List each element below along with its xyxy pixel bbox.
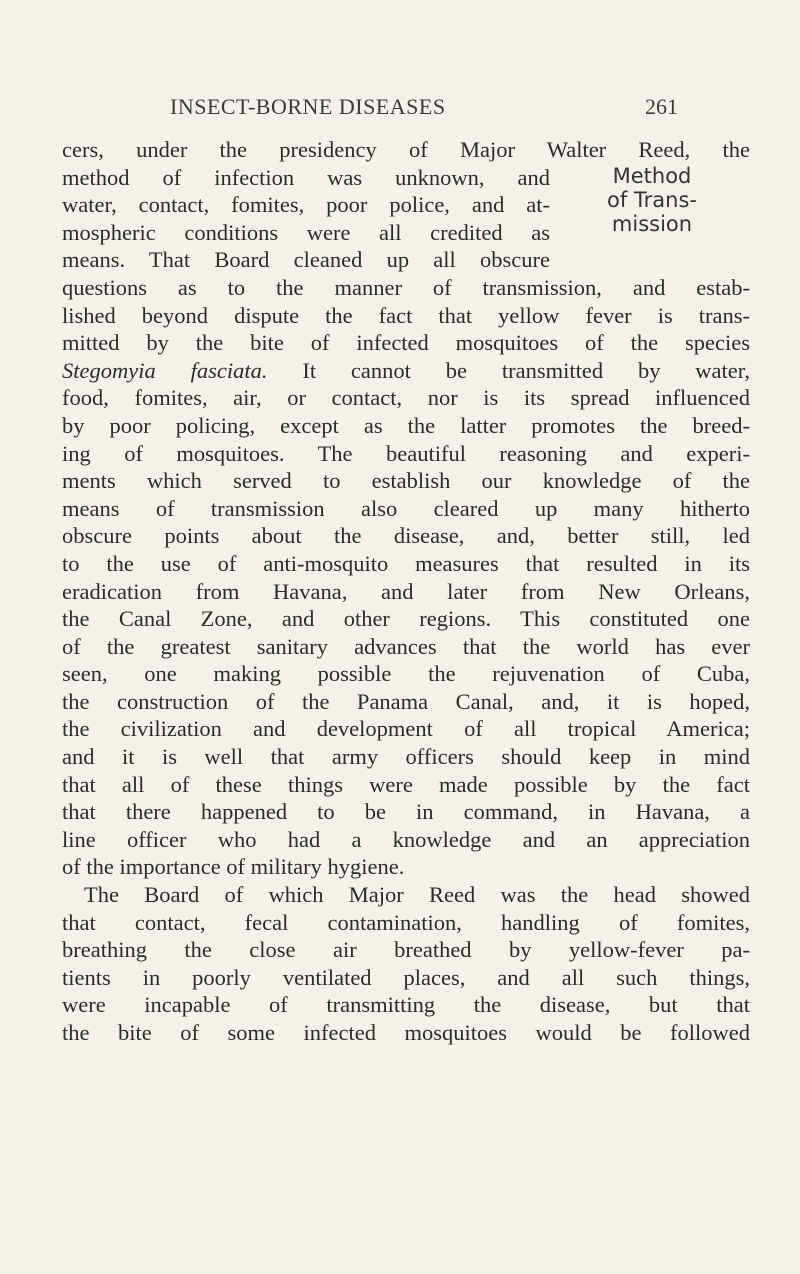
text-line: of the importance of military hygiene.	[62, 854, 405, 880]
text-line: the civilization and development of all tropical America;	[62, 716, 750, 742]
text-line: that there happened to be in command, in Havana, a	[62, 799, 750, 825]
text-line: means. That Board cleaned up all obscure	[62, 247, 550, 273]
text-line: the bite of some infected mosquitoes would be followed	[62, 1020, 750, 1045]
text-line-mixed	[62, 357, 750, 385]
text-line: by poor policing, except as the latter promotes the breed-	[62, 412, 750, 438]
margin-note-line: Method	[612, 164, 692, 188]
page-number: 261	[645, 94, 678, 119]
text-line: that all of these things were made possible by the fact	[62, 771, 750, 797]
text-line: ments which served to establish our knowledge of the	[62, 468, 750, 494]
text-line: method of infection was unknown, and	[62, 164, 550, 190]
margin-note-line: mission	[611, 212, 693, 236]
text-line: lished beyond dispute the fact that yellow fever is trans-	[62, 302, 750, 328]
text-line: eradication from Havana, and later from New Orleans,	[62, 578, 750, 604]
margin-note-line: of Trans-	[607, 188, 697, 212]
text-line: water, contact, fomites, poor police, and at-	[62, 192, 550, 218]
text-line: seen, one making possible the rejuvenation of Cuba,	[62, 661, 750, 687]
text-line: and it is well that army officers should keep in mind	[62, 744, 750, 770]
text-fragment: It cannot be transmitted by water,	[267, 357, 750, 383]
text-line: obscure points about the disease, and, better still, led	[62, 523, 750, 549]
text-line: of the greatest sanitary advances that the world has ever	[62, 633, 750, 659]
text-line: food, fomites, air, or contact, nor is its spread influenced	[62, 385, 750, 411]
text-line: means of transmission also cleared up many hitherto	[62, 495, 750, 521]
running-head-title: INSECT-BORNE DISEASES	[170, 94, 446, 119]
text-line: tients in poorly ventilated places, and all such things,	[62, 964, 750, 990]
text-line: were incapable of transmitting the disease, but that	[62, 992, 750, 1018]
paragraph-first-line: The Board of which Major Reed was the head showed	[84, 882, 750, 908]
text-line: questions as to the manner of transmission, and estab-	[62, 274, 750, 300]
text-line: that contact, fecal contamination, handling of fomites,	[62, 909, 750, 935]
text-line: to the use of anti-mosquito measures that resulted in its	[62, 550, 750, 576]
text-line: the Canal Zone, and other regions. This constituted one	[62, 606, 750, 632]
text-line: line officer who had a knowledge and an appreciation	[62, 826, 750, 852]
text-line: ing of mosquitoes. The beautiful reasoning and experi-	[62, 440, 750, 466]
text-line: mospheric conditions were all credited as	[62, 219, 550, 245]
species-name: Stegomyia fasciata.	[62, 357, 268, 383]
text-line: mitted by the bite of infected mosquitoes of the species	[62, 330, 750, 356]
text-line: the construction of the Panama Canal, and, it is hoped,	[62, 688, 750, 714]
body-text	[62, 136, 750, 1047]
text-line: breathing the close air breathed by yellow-fever pa-	[62, 937, 750, 963]
text-line: cers, under the presidency of Major Walter Reed, the	[62, 137, 750, 162]
